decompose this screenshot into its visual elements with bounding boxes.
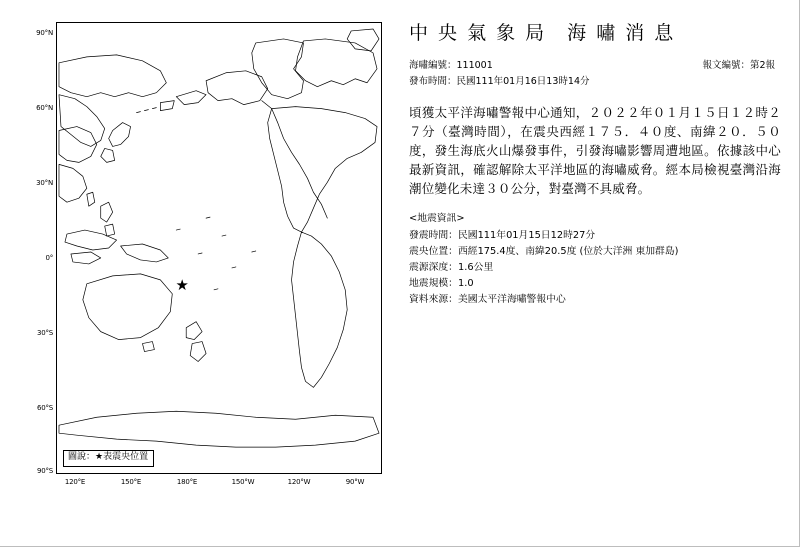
page-title: 中 央 氣 象 局 海 嘯 消 息 — [409, 22, 676, 44]
bulletin-text-panel — [409, 18, 781, 308]
map-ytick-4: 30°S — [36, 329, 53, 337]
quake-depth: 震源深度：1.6公里 — [409, 262, 494, 274]
map-ytick-0: 90°N — [36, 29, 53, 37]
tsunami-number: 海嘯編號：111001 — [409, 60, 493, 71]
map-ytick-5: 60°S — [36, 404, 53, 412]
map-ytick-1: 60°N — [36, 104, 53, 112]
map-panel — [18, 12, 400, 512]
report-number: 報文編號：第2報 — [702, 60, 775, 71]
world-map-graphic — [57, 23, 381, 473]
issue-time: 發布時間：民國111年01月16日13時14分 — [409, 75, 590, 87]
map-xtick-4: 120°W — [287, 478, 311, 486]
map-xtick-2: 180°E — [176, 478, 198, 486]
quake-origin-time: 發震時間：民國111年01月15日12時27分 — [409, 230, 596, 242]
quake-data-source: 資料來源：美國太平洋海嘯警報中心 — [409, 293, 566, 305]
meta-row-numbers — [409, 59, 781, 74]
epicenter-star-icon: ★ — [175, 275, 189, 294]
map-ytick-2: 30°N — [36, 179, 53, 187]
quake-info-section — [409, 211, 781, 307]
bulletin-body: 頃獲太平洋海嘯警報中心通知，２０２２年０１月１５日１２時２７分（臺灣時間），在震央西經１７５．４０度、南緯２０．５０度，發生海底火山爆發事件，引發海嘯影響周遭地區。依據該中心最新資訊，確認解除太平洋地區的海嘯威脅。經本局檢視臺灣沿海潮位變化未達３０公分，對臺灣不具威脅。 — [409, 105, 781, 197]
map-legend: 圖說：★表震央位置 — [63, 450, 154, 467]
map-ytick-6: 90°S — [36, 467, 53, 475]
quake-info-heading: <地震資訊> — [409, 213, 465, 225]
map-xtick-5: 90°W — [345, 478, 365, 486]
quake-magnitude: 地震規模：1.0 — [409, 277, 474, 289]
map-frame — [36, 22, 382, 486]
map-xtick-0: 120°E — [64, 478, 86, 486]
map-xtick-1: 150°E — [120, 478, 142, 486]
quake-epicenter: 震央位置：西經175.4度、南緯20.5度 (位於大洋洲 東加群島) — [409, 246, 679, 258]
map-xtick-3: 150°W — [231, 478, 255, 486]
map-ytick-3: 0° — [45, 254, 53, 262]
